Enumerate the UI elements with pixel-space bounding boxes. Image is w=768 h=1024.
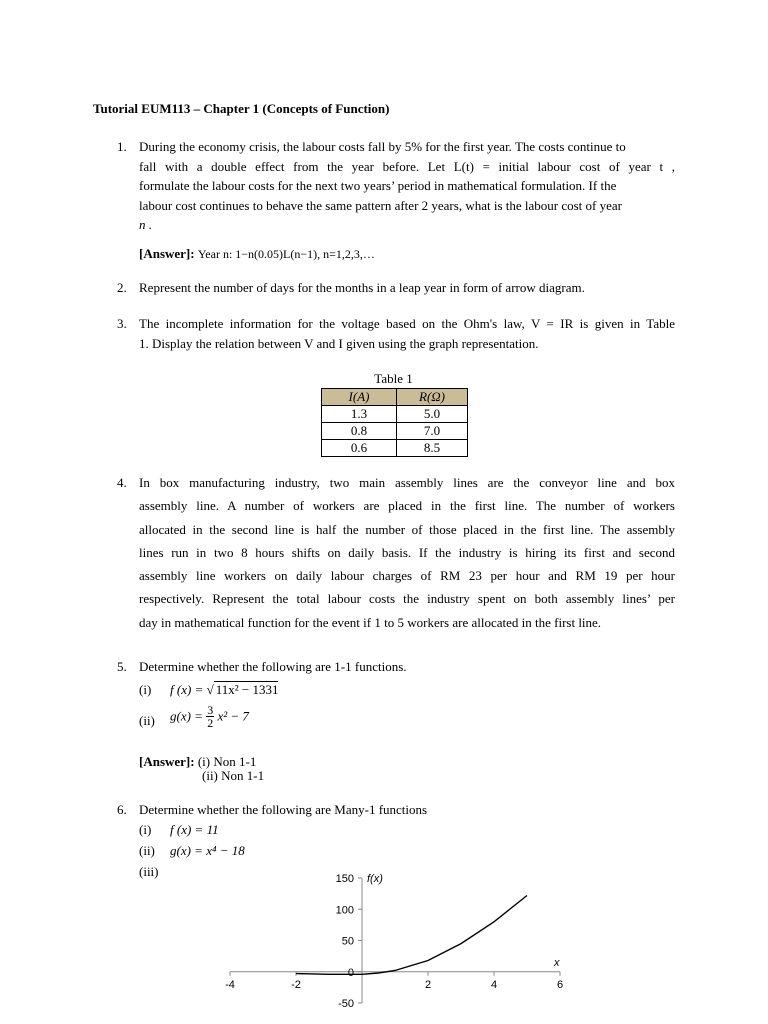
q1-number: 1. — [117, 139, 127, 154]
q1-line: labour cost continues to behave the same pattern after 2 years, what is the labour cost of year — [139, 197, 622, 213]
table-cell: 0.8 — [322, 423, 397, 440]
q1-answer-text: Year n: 1−n(0.05)L(n−1), n=1,2,3,… — [197, 247, 375, 261]
q5-ii-numerator: 3 — [207, 703, 214, 717]
table-row — [322, 423, 468, 440]
q5-answer-ii: (ii) Non 1-1 — [202, 768, 265, 783]
q2-text: Represent the number of days for the months in a leap year in form of arrow diagram. — [139, 280, 585, 295]
q4-line: lines run in two 8 hours shifts on daily basis. If the industry is hiring its first and second — [139, 544, 675, 560]
q1-line: n . — [139, 217, 152, 232]
y-tick-label: 100 — [335, 904, 354, 917]
q1-answer-label: [Answer]: — [139, 246, 195, 261]
table-cell: 1.3 — [322, 406, 397, 423]
q4-line: assembly line. A number of workers are placed in the first line. The number of workers — [139, 498, 675, 514]
q5-i-label: (i) — [139, 682, 152, 697]
y-tick-label: 0 — [347, 966, 354, 979]
q5-i-expr — [170, 682, 278, 698]
q6-ii-expr: g(x) = x⁴ − 18 — [170, 843, 245, 858]
q1-line: fall with a double effect from the year before. Let L(t) = initial labour cost of year t , — [139, 158, 675, 174]
x-tick-label: 4 — [490, 978, 498, 991]
q3-line: 1. Display the relation between V and I given using the graph representation. — [139, 335, 539, 351]
y-tick-label: -50 — [338, 998, 354, 1010]
y-axis-label: f(x) — [367, 873, 383, 885]
table-row — [322, 406, 468, 423]
q1-line: During the economy crisis, the labour costs fall by 5% for the first year. The costs continue to — [139, 139, 626, 154]
chart-series — [296, 896, 527, 975]
q3-number: 3. — [117, 316, 127, 331]
table-1 — [321, 388, 468, 457]
q5-i-lhs: f (x) = — [170, 682, 204, 697]
q4-line: day in mathematical function for the event if 1 to 5 workers are allocated in the first line. — [139, 614, 602, 630]
q4-line: respectively. Represent the total labour costs the industry spent on both assembly lines’ per — [139, 591, 675, 607]
q1-answer — [139, 246, 375, 262]
q4-number: 4. — [117, 475, 127, 490]
q4-line: In box manufacturing industry, two main assembly lines are the conveyor line and box — [139, 475, 675, 490]
table-cell: 5.0 — [397, 406, 468, 423]
chart-axes — [230, 878, 560, 1003]
q5-i-radicand: 11x² − 1331 — [215, 682, 279, 697]
sqrt-icon: √ — [206, 682, 214, 697]
q5-answer-label: [Answer]: — [139, 754, 195, 769]
q5-ii-expr — [170, 704, 249, 729]
page-title: Tutorial EUM113 – Chapter 1 (Concepts of Function) — [93, 101, 390, 116]
q4-text — [139, 475, 675, 638]
table-header: I(A) — [322, 389, 397, 406]
x-tick-label: -2 — [291, 978, 301, 991]
x-tick-label: 2 — [424, 978, 432, 991]
q5-ii-denominator: 2 — [207, 716, 214, 730]
q6-number: 6. — [117, 802, 127, 817]
q1-text — [139, 139, 675, 237]
q6-ii-label: (ii) — [139, 843, 155, 858]
q6-text: Determine whether the following are Many-1 functions — [139, 802, 428, 817]
q6-i-expr: f (x) = 11 — [170, 822, 219, 837]
y-tick-label: 150 — [335, 873, 354, 885]
q6-i-label: (i) — [139, 822, 152, 837]
q5-number: 5. — [117, 659, 127, 674]
table-cell: 7.0 — [397, 423, 468, 440]
table-cell: 8.5 — [397, 440, 468, 457]
table-cell: 0.6 — [322, 440, 397, 457]
chart-ticks — [225, 873, 563, 1010]
function-chart — [200, 862, 600, 1024]
q5-ii-fraction — [206, 704, 214, 729]
table-caption: Table 1 — [374, 371, 413, 386]
q6-iii-label: (iii) — [139, 864, 159, 879]
x-axis-label: x — [554, 956, 560, 969]
q5-ii-lhs: g(x) = — [170, 708, 203, 724]
y-tick-label: 50 — [341, 935, 354, 948]
q5-text: Determine whether the following are 1-1 functions. — [139, 659, 407, 674]
q3-text — [139, 316, 675, 355]
q4-line: allocated in the second line is half the number of those placed in the first line. The assembly — [139, 521, 675, 537]
table-header: R(Ω) — [397, 389, 468, 406]
x-tick-label: -4 — [225, 978, 235, 991]
q4-line: assembly line workers on daily labour charges of RM 23 per hour and RM 19 per hour — [139, 568, 675, 584]
q5-ii-label: (ii) — [139, 713, 155, 728]
table-header-row — [322, 389, 468, 406]
q3-line: The incomplete information for the voltage based on the Ohm's law, V = IR is given in Table — [139, 316, 675, 331]
table-row — [322, 440, 468, 457]
q5-answer-i: (i) Non 1-1 — [197, 754, 257, 769]
q2-number: 2. — [117, 280, 127, 295]
q5-ii-rest: x² − 7 — [217, 708, 249, 724]
series-line — [296, 896, 527, 975]
q1-line: formulate the labour costs for the next two years’ period in mathematical formulation. If the — [139, 178, 617, 193]
x-tick-label: 6 — [556, 978, 564, 991]
